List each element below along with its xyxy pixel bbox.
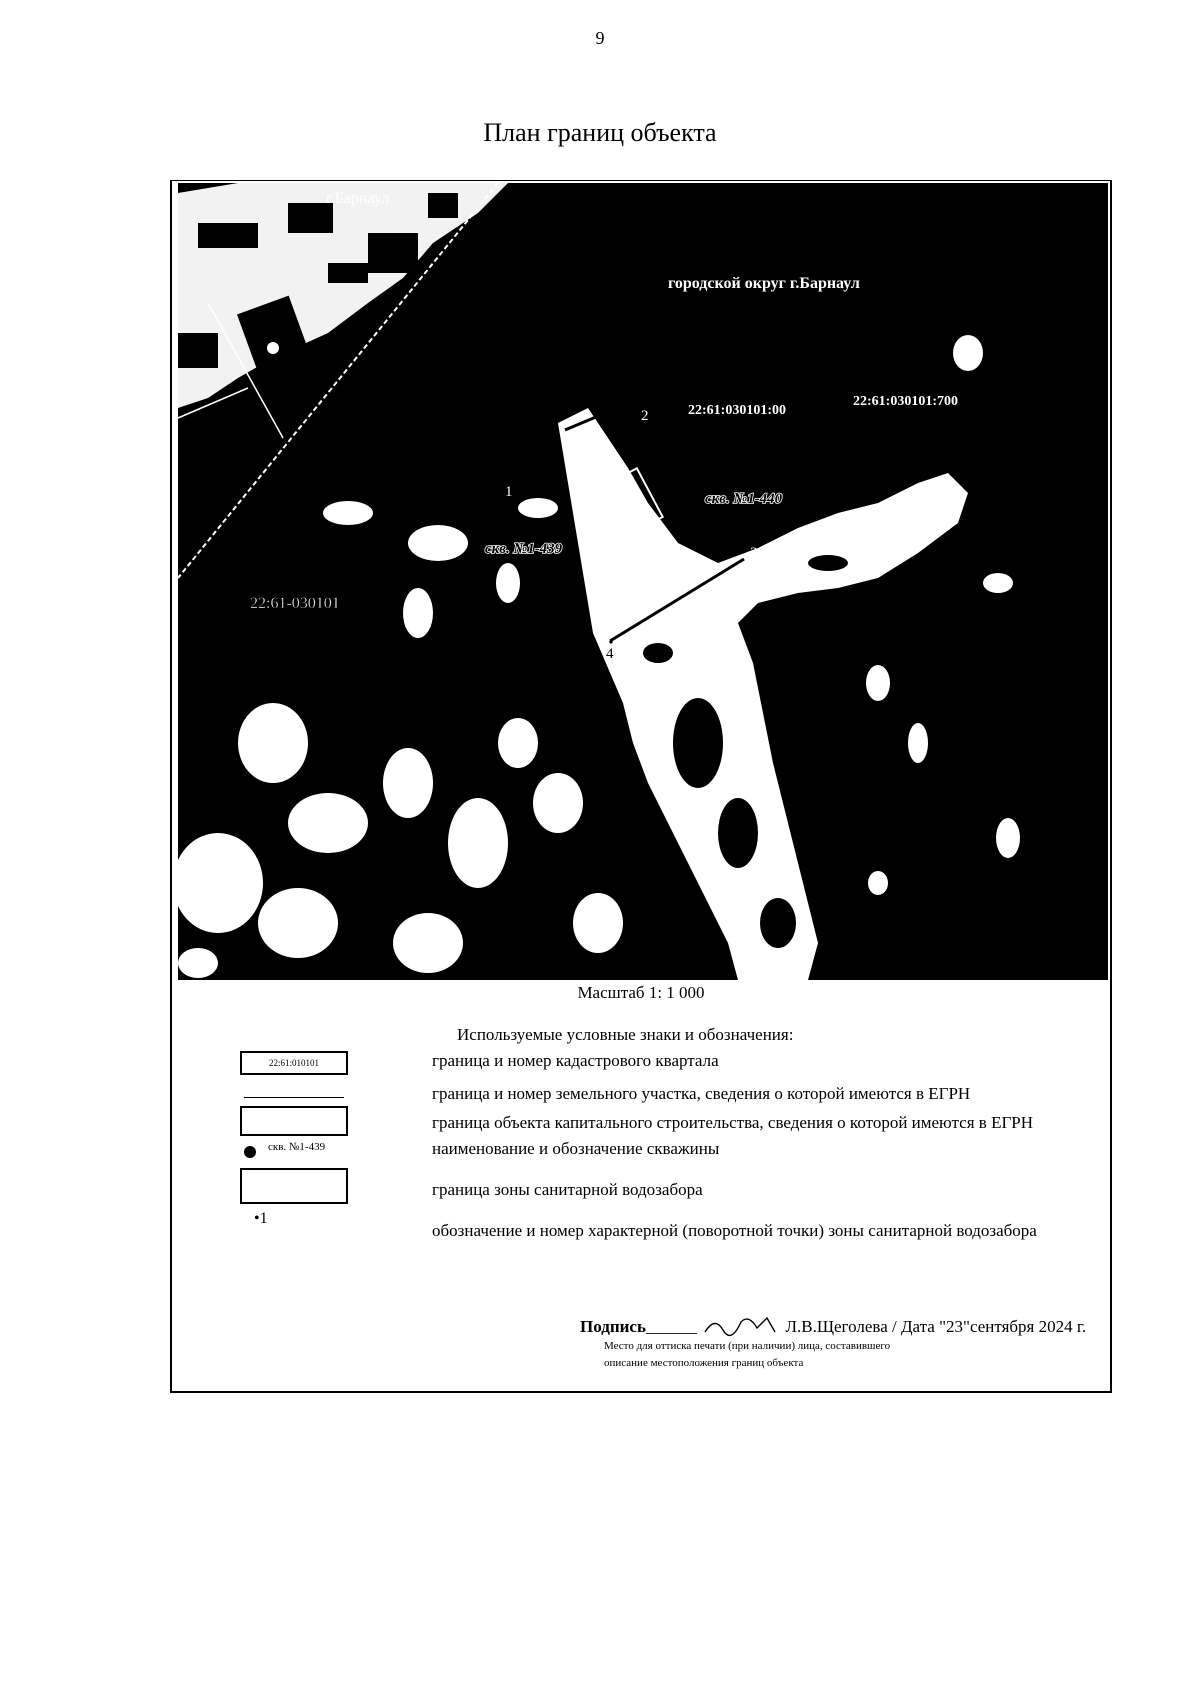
map-label-district: городской округ г.Барнаул	[668, 275, 860, 292]
satellite-map[interactable]	[178, 183, 1108, 980]
legend-item-parcel: граница и номер земельного участка, сведения о которой имеются в ЕГРН	[432, 1084, 971, 1103]
map-point-2: 2	[641, 408, 649, 424]
legend-quarter-symbol	[240, 1051, 348, 1075]
signature-line	[580, 1312, 1086, 1338]
legend-point-symbol-text: •1	[254, 1210, 268, 1227]
map-scale: Масштаб 1: 1 000	[577, 983, 705, 1002]
map-label-quarter: 22:61-030101	[250, 595, 340, 612]
map-label-well-440: скв. №1-440	[705, 491, 783, 507]
legend-heading: Используемые условные знаки и обозначения:	[457, 1025, 794, 1044]
page-title: План границ объекта	[483, 118, 717, 147]
bottom-rule	[170, 1391, 1112, 1393]
signature-name-date: Л.В.Щеголева / Дата "23"сентября 2024 г.	[785, 1317, 1087, 1336]
signature-label: Подпись	[580, 1317, 646, 1336]
stamp-note-line2: описание местоположения границ объекта	[604, 1357, 804, 1369]
legend-item-quarter: граница и номер кадастрового квартала	[432, 1051, 719, 1070]
legend-zone-symbol	[240, 1168, 348, 1204]
legend-well-symbol-text: скв. №1-439	[268, 1141, 326, 1153]
map-label-well-439: скв. №1-439	[485, 541, 563, 557]
legend-parcel-symbol	[244, 1097, 344, 1099]
legend-quarter-symbol-text: 22:61:010101	[268, 1058, 319, 1068]
legend-item-zone: граница зоны санитарной водозабора	[432, 1180, 703, 1199]
map-label-parcel-a: 22:61:030101:00	[688, 403, 786, 418]
well-dot-icon	[244, 1146, 256, 1158]
map-point-4: 4	[606, 646, 614, 662]
handwritten-signature	[701, 1312, 781, 1338]
map-label-parcel-b: 22:61:030101:700	[853, 394, 958, 409]
legend-item-point: обозначение и номер характерной (поворотной точки) зоны санитарной водозабора	[432, 1221, 1037, 1240]
legend-item-object: граница объекта капитального строительства, сведения о которой имеются в ЕГРН	[432, 1113, 1034, 1132]
map-canvas	[178, 183, 1108, 980]
page-number: 9	[595, 28, 605, 48]
signature-blank: ______	[645, 1317, 697, 1336]
legend-item-well: наименование и обозначение скважины	[432, 1139, 720, 1158]
map-point-1: 1	[505, 484, 513, 500]
stamp-note-line1: Место для оттиска печати (при наличии) лица, составившего	[604, 1340, 891, 1352]
map-label-barnaul: г.Барнаул	[326, 190, 390, 207]
map-point-3: 3	[750, 545, 758, 561]
legend-object-symbol	[240, 1106, 348, 1136]
